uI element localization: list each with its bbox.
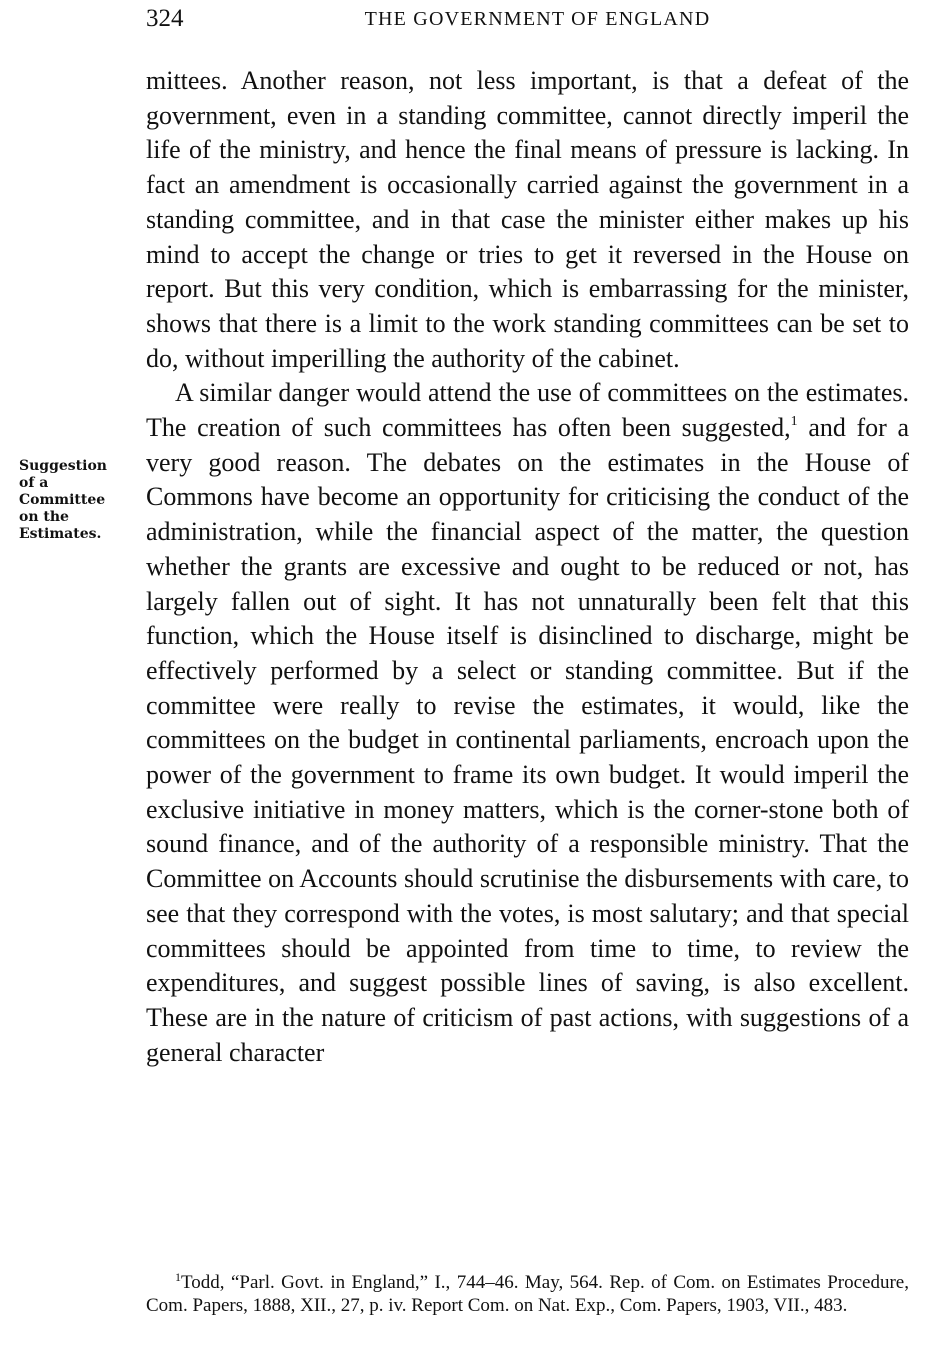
margin-note-line: on the — [19, 509, 69, 525]
footnote-reference[interactable]: 1 — [790, 414, 798, 430]
footnote-text: Todd, “Parl. Govt. in England,” I., 744–46. May, 564. Rep. of Com. on Estimates Procedure, Com. Papers, 1888, XII., 27, p. iv. Report Com. on Nat. Exp., Com. Papers, 1903, VII., 483. — [146, 1272, 909, 1316]
margin-note-line: Estimates. — [19, 526, 102, 542]
paragraph-1: mittees. Another reason, not less important, is that a defeat of the government, even in a standing committee, cannot directly imperil the life of the ministry, and hence the final means of pressure is lacking. In fact an amendment is occasionally carried against the government in a standing committee, and in that case the minister either makes up his mind to accept the change or tries to get it reversed in the House on report. But this very condition, which is embarrassing for the minister, shows that there is a limit to the work standing committees can be set to do, without imperilling the authority of the cabinet. — [146, 66, 909, 373]
page-header — [146, 2, 909, 36]
margin-note-line: Suggestion — [19, 458, 107, 474]
paragraph-2-start: A similar danger would attend the use of committees on the estimates. The creation of such committees has often been suggested, — [146, 378, 909, 443]
body-text — [146, 64, 909, 1070]
margin-note — [19, 458, 131, 543]
paragraph-2 — [146, 376, 909, 1070]
margin-note-line: Committee — [19, 492, 106, 508]
footnote-marker: 1 — [175, 1270, 181, 1284]
page-number: 324 — [146, 5, 184, 32]
running-title: THE GOVERNMENT OF ENGLAND — [364, 8, 711, 30]
paragraph-2-rest: and for a very good reason. The debates on the estimates in the House of Commons have become an opportunity for criticising the conduct of the administration, while the financial aspect of the matter, the question whether the grants are excessive and ought to be reduced or not, has largely fallen out of sight. It has not unnaturally been felt that this function, which the House itself is disinclined to discharge, might be effectively performed by a select or standing committee. But if the committee were really to revise the estimates, it would, like the committees on the budget in continental parliaments, encroach upon the power of the government to frame its own budget. It would imperil the exclusive initiative in money matters, which is the corner-stone both of sound finance, and of the authority of a responsible ministry. That the Committee on Accounts should scrutinise the disbursements with care, to see that they correspond with the votes, is most salutary; and that special committees should be appointed from time to time, to review the expenditures, and suggest possible lines of saving, is also excellent. These are in the nature of criticism of past actions, with suggestions of a general character — [146, 413, 909, 1067]
footnote — [146, 1272, 909, 1317]
margin-note-line: of a — [19, 475, 49, 491]
